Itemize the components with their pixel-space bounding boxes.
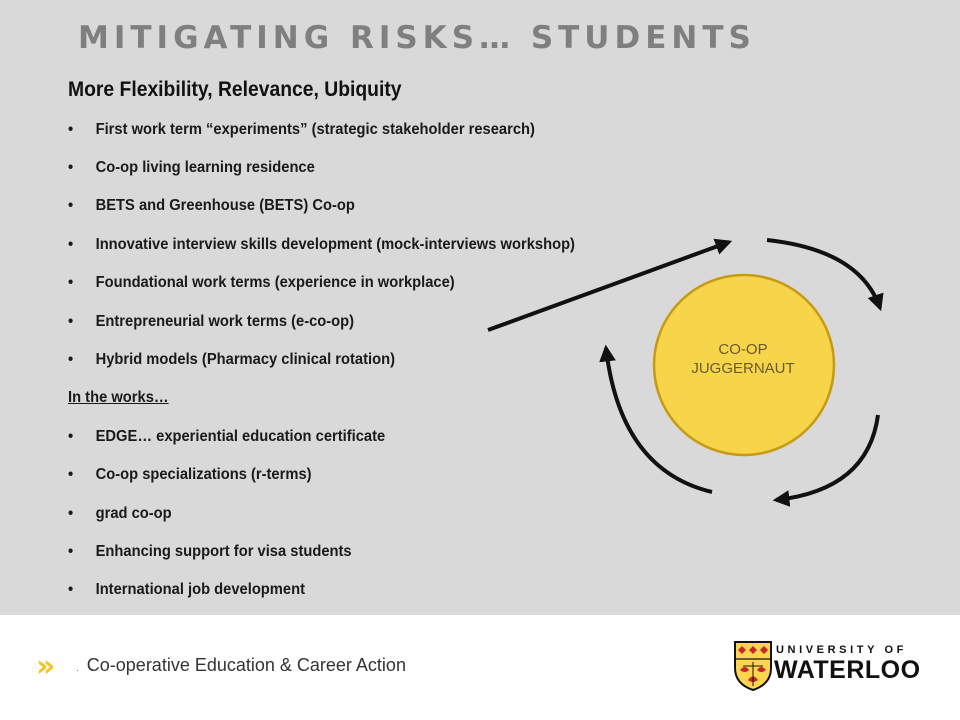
double-chevron-right-icon: » [36, 649, 50, 684]
bullet-dot: • [68, 159, 74, 176]
bullet-dot: • [68, 543, 74, 560]
bullet-text: International job development [95, 581, 305, 598]
bullet-dot: • [68, 274, 74, 291]
university-shield-logo [733, 640, 773, 692]
bullet-dot: • [68, 581, 74, 598]
bullet-dot: • [68, 313, 74, 330]
circle-label-line1: CO-OP [718, 341, 768, 358]
bullet-text: First work term “experiments” (strategic stakeholder research) [95, 121, 535, 138]
bullet-text: Entrepreneurial work terms (e-co-op) [95, 313, 355, 330]
bullet-dot: • [68, 197, 74, 214]
bullet-text: Enhancing support for visa students [95, 543, 352, 560]
footer-text [76, 655, 406, 676]
bullet-text: Foundational work terms (experience in workplace) [95, 274, 455, 291]
circle-label-line2: JUGGERNAUT [691, 360, 795, 377]
bullet-dot: • [68, 351, 74, 368]
slide-title: MITIGATING RISKS… STUDENTS [78, 20, 756, 56]
bullet-text: Hybrid models (Pharmacy clinical rotation) [95, 351, 395, 368]
bullet-text: Innovative interview skills development (mock-interviews workshop) [95, 236, 575, 253]
bullet-text: EDGE… experiential education certificate [95, 428, 386, 445]
bullet-dot: • [68, 236, 74, 253]
bullet-text: Co-op specializations (r-terms) [95, 466, 312, 483]
slide-subtitle: More Flexibility, Relevance, Ubiquity [68, 78, 402, 101]
bullet-dot: • [68, 505, 74, 522]
logo-name-top: UNIVERSITY OF [776, 644, 907, 656]
bullet-text: Co-op living learning residence [95, 159, 315, 176]
bullet-dot: • [68, 466, 74, 483]
section-label-in-the-works: In the works… [68, 389, 169, 406]
bullet-text: BETS and Greenhouse (BETS) Co-op [95, 197, 355, 214]
circle-label [655, 340, 831, 378]
footer-dot: . [76, 663, 79, 674]
bullet-dot: • [68, 428, 74, 445]
bullet-dot: • [68, 121, 74, 138]
logo-name-main: WATERLOO [774, 656, 921, 684]
bullet-text: grad co-op [95, 505, 172, 522]
footer-department: Co-operative Education & Career Action [86, 655, 406, 675]
